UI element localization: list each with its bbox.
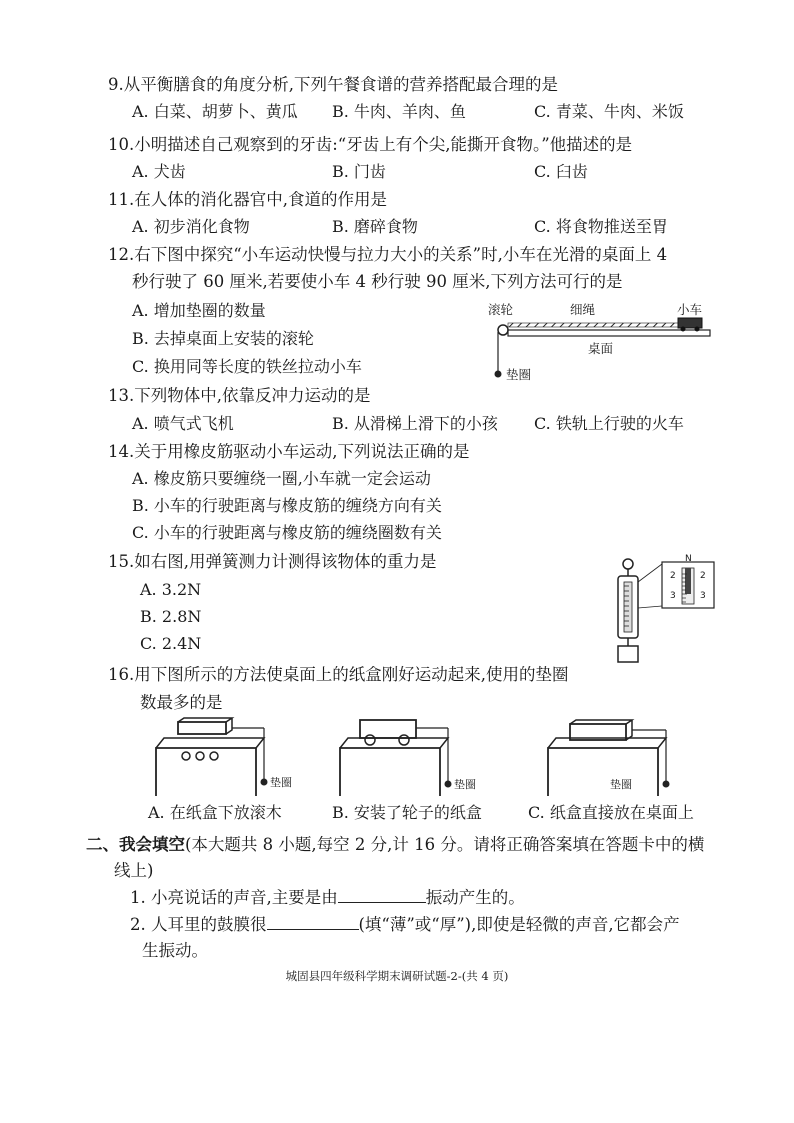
- question-text: (填“薄”或“厚”),即使是轻微的声音,它都会产: [358, 915, 680, 934]
- washer-label: 垫圈: [506, 367, 532, 382]
- table: [340, 748, 440, 796]
- wheel: [365, 735, 375, 745]
- pulley-label: 滚轮: [488, 302, 514, 317]
- fill-question-1: [130, 886, 525, 909]
- question-text: 小亮说话的声音,主要是由: [151, 888, 338, 907]
- box-with-wheels-figure: [332, 718, 492, 800]
- washer: [663, 781, 670, 788]
- tick-label-2: 2: [700, 571, 706, 581]
- washer-label: 垫圈: [454, 778, 476, 791]
- option-a: A. 增加垫圈的数量: [132, 301, 266, 320]
- question-stem: 在人体的消化器官中,食道的作用是: [134, 190, 387, 209]
- option-a: A. 喷气式飞机: [132, 414, 234, 433]
- weighed-object: [618, 646, 638, 662]
- question-number: 10.: [108, 135, 135, 154]
- section-2-title: 二、我会填空: [86, 835, 185, 854]
- option-a: A. 橡皮筋只要缠绕一圈,小车就一定会运动: [132, 469, 431, 488]
- section-2-header: [86, 834, 704, 856]
- question-stem-continued: 秒行驶了 60 厘米,若要使小车 4 秒行驶 90 厘米,下列方法可行的是: [132, 272, 623, 291]
- washer-label: 垫圈: [270, 776, 292, 789]
- paper-box: [178, 722, 226, 734]
- question-number: 11.: [108, 190, 135, 209]
- option-c: C. 青菜、牛肉、米饭: [534, 102, 684, 121]
- paper-box-top: [570, 720, 632, 740]
- roller: [210, 752, 218, 760]
- option-c: C. 纸盒直接放在桌面上: [528, 803, 694, 822]
- question-text: 振动产生的。: [425, 888, 525, 907]
- question-16: [108, 664, 569, 686]
- tick-label-3: 3: [700, 591, 706, 601]
- newton-unit: N: [685, 554, 692, 564]
- table: [548, 748, 658, 796]
- table-top: [508, 330, 710, 336]
- question-number: 9.: [108, 75, 124, 94]
- option-a: A. 在纸盒下放滚木: [148, 803, 282, 822]
- fill-question-2: [130, 913, 680, 936]
- question-number: 13.: [108, 386, 135, 405]
- box-on-rollers-figure: [148, 718, 292, 800]
- zoom-line: [638, 564, 662, 582]
- section-2-description-continued: 线上): [114, 861, 154, 880]
- question-number: 1.: [130, 888, 146, 907]
- cart: [678, 318, 702, 328]
- tick-label-2: 2: [670, 571, 676, 581]
- question-text: 人耳里的鼓膜很: [151, 915, 267, 934]
- table-label: 桌面: [588, 341, 614, 356]
- option-c: C. 2.4N: [140, 634, 202, 653]
- washer: [261, 779, 268, 786]
- roller: [196, 752, 204, 760]
- pulley-wheel: [498, 325, 508, 335]
- option-b: B. 安装了轮子的纸盒: [332, 803, 482, 822]
- question-stem-continued: 数最多的是: [140, 693, 223, 712]
- roller: [182, 752, 190, 760]
- option-b: B. 磨碎食物: [332, 217, 418, 236]
- option-b: B. 去掉桌面上安装的滚轮: [132, 329, 314, 348]
- question-number: 15.: [108, 552, 135, 571]
- option-c: C. 换用同等长度的铁丝拉动小车: [132, 357, 362, 376]
- question-stem: 右下图中探究“小车运动快慢与拉力大小的关系”时,小车在光滑的桌面上 4: [134, 245, 668, 264]
- option-a: A. 初步消化食物: [132, 217, 250, 236]
- page-footer: 城固县四年级科学期末调研试题-2-(共 4 页): [285, 969, 509, 983]
- question-14: [108, 441, 470, 463]
- question-stem: 下列物体中,依靠反冲力运动的是: [134, 386, 371, 405]
- cart-wheel: [695, 327, 700, 332]
- rope-label: 细绳: [570, 302, 596, 317]
- option-c: C. 将食物推送至胃: [534, 217, 668, 236]
- paper-box-top: [178, 718, 232, 734]
- option-b: B. 2.8N: [140, 607, 202, 626]
- question-13: [108, 385, 371, 407]
- question-stem: 如右图,用弹簧测力计测得该物体的重力是: [134, 552, 437, 571]
- washer: [495, 371, 502, 378]
- option-c: C. 小车的行驶距离与橡皮筋的缠绕圈数有关: [132, 523, 442, 542]
- question-number: 16.: [108, 665, 135, 684]
- cart-wheel: [681, 327, 686, 332]
- zoom-line: [638, 606, 662, 608]
- option-b: B. 牛肉、羊肉、鱼: [332, 102, 466, 121]
- option-b: B. 门齿: [332, 162, 386, 181]
- question-stem: 小明描述自己观察到的牙齿:“牙齿上有个尖,能撕开食物。”他描述的是: [134, 135, 633, 154]
- option-c: C. 臼齿: [534, 162, 588, 181]
- question-15: [108, 551, 437, 573]
- spring-scale-figure: [610, 556, 720, 670]
- question-11: [108, 189, 387, 211]
- question-9: [108, 74, 558, 96]
- question-number: 14.: [108, 442, 135, 461]
- question-stem: 从平衡膳食的角度分析,下列午餐食谱的营养搭配最合理的是: [123, 75, 558, 94]
- option-c: C. 铁轨上行驶的火车: [534, 414, 684, 433]
- scale-hook-ring: [623, 559, 633, 569]
- question-number: 12.: [108, 245, 135, 264]
- table-top: [340, 738, 448, 748]
- answer-blank[interactable]: [267, 913, 359, 930]
- question-number: 2.: [130, 915, 146, 934]
- tick-label-3: 3: [670, 591, 676, 601]
- option-a: A. 白菜、胡萝卜、黄瓜: [132, 102, 298, 121]
- question-stem: 用下图所示的方法使桌面上的纸盒刚好运动起来,使用的垫圈: [134, 665, 569, 684]
- wheel: [399, 735, 409, 745]
- scale-window: [624, 582, 632, 632]
- car-label: 小车: [677, 302, 703, 317]
- table-top: [156, 738, 264, 748]
- option-a: A. 3.2N: [140, 580, 202, 599]
- fill-question-2-continued: 生振动。: [142, 941, 208, 960]
- question-10: [108, 134, 632, 156]
- option-b: B. 小车的行驶距离与橡皮筋的缠绕方向有关: [132, 496, 442, 515]
- rope: [508, 323, 678, 327]
- box-on-table-figure: [540, 718, 690, 800]
- option-b: B. 从滑梯上滑下的小孩: [332, 414, 498, 433]
- cart-pulley-figure: [480, 296, 720, 386]
- option-a: A. 犬齿: [132, 162, 186, 181]
- answer-blank[interactable]: [338, 886, 426, 903]
- table: [156, 748, 256, 796]
- washer-label: 垫圈: [610, 778, 632, 791]
- section-2-description: (本大题共 8 小题,每空 2 分,计 16 分。请将正确答案填在答题卡中的横: [185, 835, 705, 854]
- question-stem: 关于用橡皮筋驱动小车运动,下列说法正确的是: [134, 442, 470, 461]
- question-12: [108, 244, 667, 266]
- washer: [445, 781, 452, 788]
